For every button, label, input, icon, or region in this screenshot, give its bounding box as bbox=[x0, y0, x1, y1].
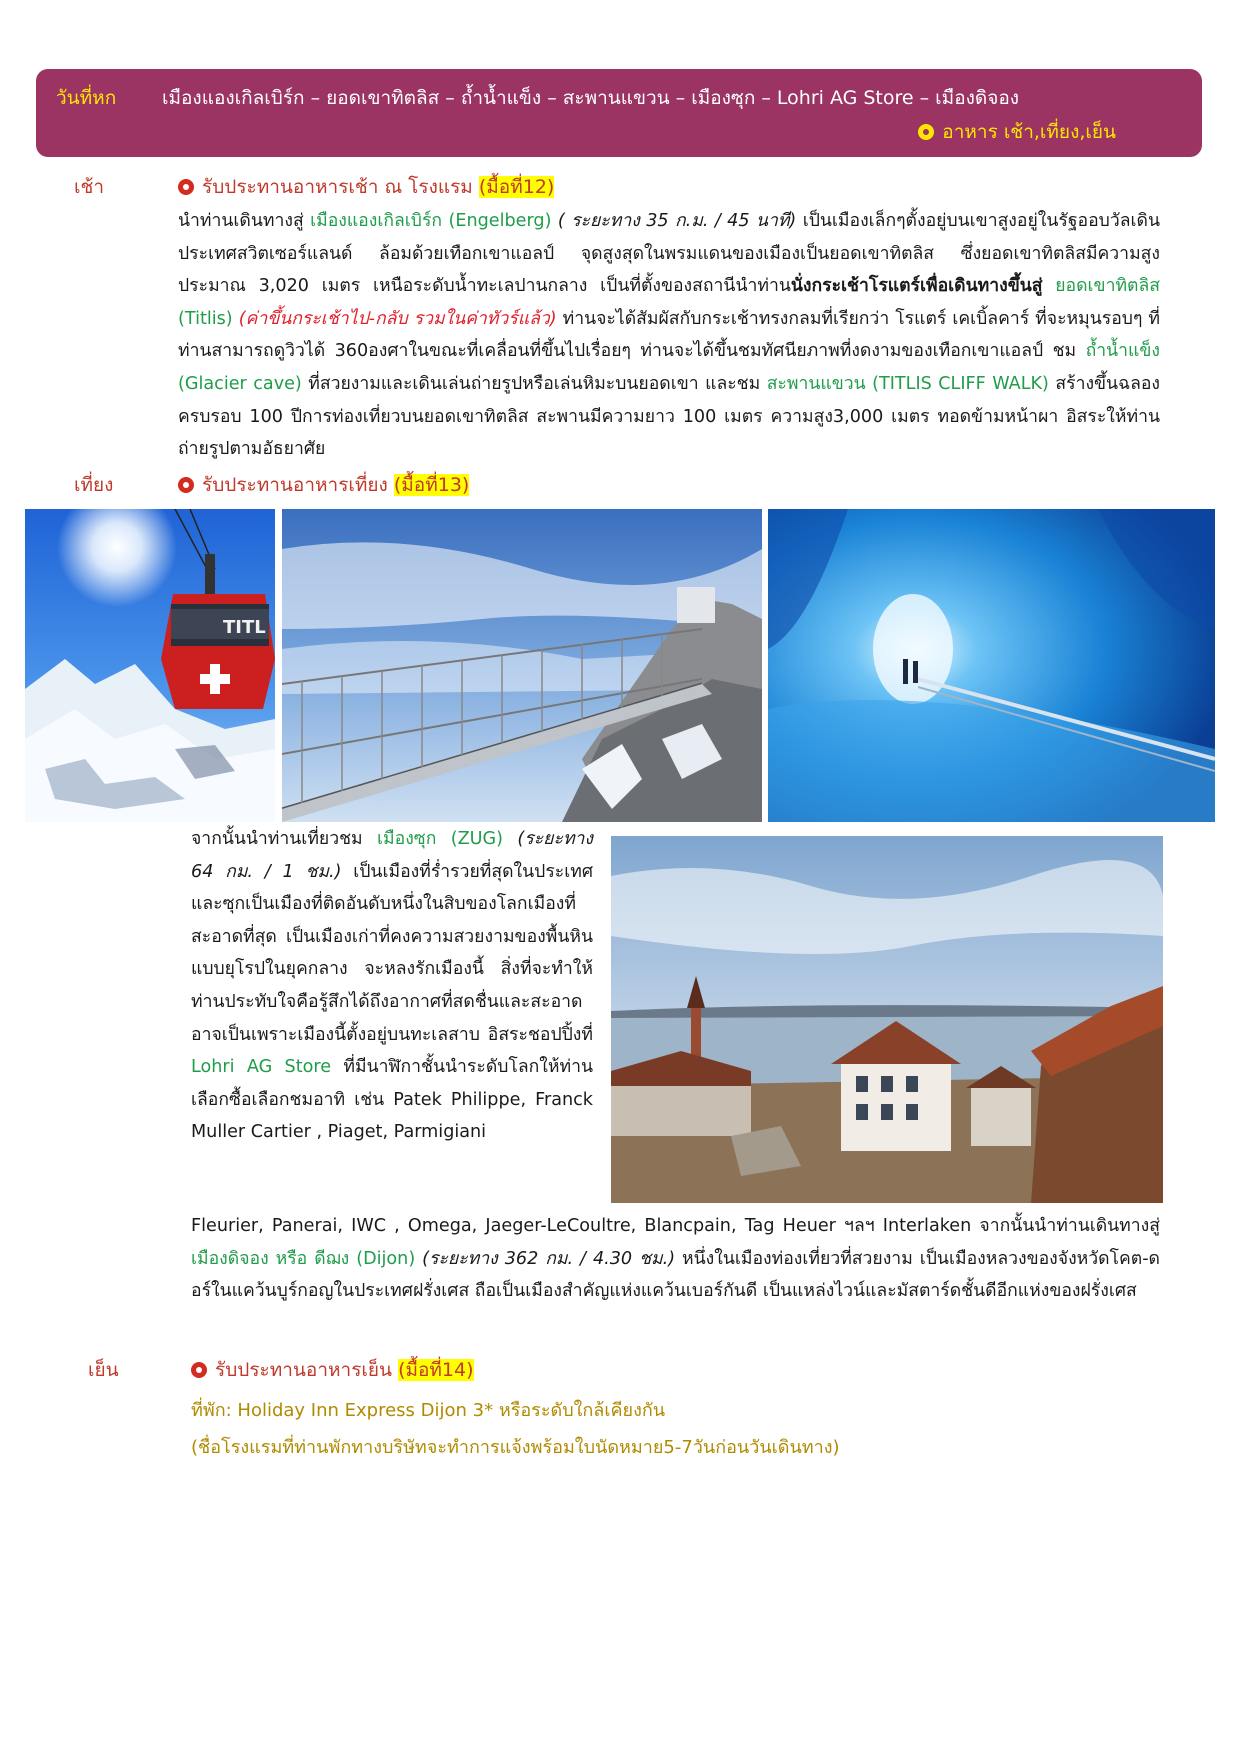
zug-paragraph bbox=[191, 823, 593, 1149]
text-run: ท่านจะได้สัมผัสกับกระเช้าทรงกลมที่เรียกว่า โรแตร์ เคเบิ้ลคาร์ ที่จะหมุนรอบๆ ที่ท่านสามารถดูวิวได้ 360องศาในขณะที่เคลื่อนที่ขึ้นไปเรื่อยๆ ท่านจะได้ขึ้นชมทัศนียภาพที่งดงามของเทือกเขาแอลป์ ชม bbox=[178, 308, 1161, 362]
text-run: จากนั้นนำท่านเที่ยวชม bbox=[191, 829, 378, 849]
place-cliff-walk: สะพานแขวน (TITLIS CLIFF WALK) bbox=[766, 373, 1049, 394]
day-label: วันที่หก bbox=[56, 87, 117, 109]
dijon-paragraph bbox=[191, 1210, 1160, 1308]
text-run: Fleurier, Panerai, IWC , Omega, Jaeger-LeCoultre, Blancpain, Tag Heuer ฯลฯ Interlaken จากนั้นนำท่านเดินทางสู่ bbox=[191, 1216, 1160, 1236]
photo-glacier-cave bbox=[768, 509, 1215, 822]
text-run: สร้างขึ้นฉลองครบรอบ 100 ปีการท่องเที่ยวบนยอดเขาทิตลิส สะพานมีความยาว 100 เมตร ความสูง3,000 เมตร ทอดข้ามหน้าผา อิสระให้ท่านถ่ายรูปตามอัธยาศัย bbox=[178, 373, 1161, 460]
day-banner bbox=[36, 69, 1202, 157]
breakfast-line bbox=[178, 172, 554, 202]
meal-number: (มื้อที่14) bbox=[398, 1359, 474, 1381]
place-lohri-store: Lohri AG Store bbox=[191, 1057, 332, 1078]
time-label-noon: เที่ยง bbox=[74, 474, 114, 496]
breakfast-text: รับประทานอาหารเช้า ณ โรงแรม bbox=[202, 176, 473, 198]
dinner-line bbox=[191, 1355, 474, 1385]
route-title: เมืองแองเกิลเบิร์ก – ยอดเขาทิตลิส – ถ้ำน้ำแข็ง – สะพานแขวน – เมืองซุก – Lohri AG Store – เมืองดิจอง bbox=[162, 87, 1020, 109]
place-titlis: ยอดเขาทิตลิส (Titlis) bbox=[178, 276, 1160, 329]
time-label-morning: เช้า bbox=[74, 176, 105, 198]
photo-cliff-walk bbox=[282, 509, 762, 822]
cablecar-text: TITL bbox=[223, 617, 266, 638]
distance-note: (ระยะทาง 64 กม. / 1 ชม.) bbox=[191, 829, 594, 882]
place-engelberg: เมืองแองเกิลเบิร์ก (Engelberg) bbox=[310, 211, 552, 231]
dish-icon bbox=[178, 179, 194, 195]
place-zug: เมืองซุก (ZUG) bbox=[377, 829, 504, 849]
lunch-line bbox=[178, 470, 469, 500]
hotel-line: ที่พัก: Holiday Inn Express Dijon 3* หรือระดับใกล้เคียงกัน bbox=[191, 1400, 666, 1421]
text-run: ที่มีนาฬิกาชั้นนำระดับโลกให้ท่านเลือกซื้อเลือกชมอาทิ เช่น Patek Philippe, Franck Muller Cartier , Piaget, Parmigiani bbox=[191, 1057, 593, 1143]
dish-icon bbox=[191, 1362, 207, 1378]
morning-paragraph bbox=[178, 205, 1160, 466]
meal-number: (มื้อที่13) bbox=[393, 474, 470, 496]
dish-icon bbox=[178, 477, 194, 493]
bold-text: นั่งกระเช้าโรแตร์เพื่อเดินทางขึ้นสู่ bbox=[790, 276, 1043, 297]
hotel-note: (ชื่อโรงแรมที่ท่านพักทางบริษัทจะทำการแจ้งพร้อมใบนัดหมาย5-7วันก่อนวันเดินทาง) bbox=[191, 1437, 840, 1458]
dinner-text: รับประทานอาหารเย็น bbox=[215, 1359, 393, 1381]
distance-note: ( ระยะทาง 35 ก.ม. / 45 นาที) bbox=[551, 211, 803, 231]
text-run: ที่สวยงามและเดินเล่นถ่ายรูปหรือเล่นหิมะบนยอดเขา และชม bbox=[301, 373, 767, 394]
place-glacier-cave: ถ้ำน้ำแข็ง (Glacier cave) bbox=[178, 341, 1160, 394]
text-run: นำท่านเดินทางสู่ bbox=[178, 211, 311, 231]
dish-icon bbox=[918, 124, 934, 140]
photo-zug-town bbox=[611, 836, 1163, 1203]
meals-summary bbox=[918, 117, 1116, 147]
distance-note: (ระยะทาง 362 กม. / 4.30 ชม.) bbox=[415, 1248, 676, 1269]
text-run: เป็นเมืองที่ร่ำรวยที่สุดในประเทศ และซุกเป็นเมืองที่ติดอันดับหนึ่งในสิบของโลกเมืองที่สะอาดที่สุด เป็นเมืองเก่าที่คงความสวยงามของพื้นหินแบบยุโรปในยุคกลาง จะหลงรักเมืองนี้ สิ่งที่จะทำให้ท่านประทับใจคือรู้สึกได้ถึงอากาศที่สดชื่นและสะอาดอาจเป็นเพราะเมืองนี้ตั้งอยู่บนทะเลสาบ อิสระชอปปิ้งที่ bbox=[191, 861, 594, 1045]
price-note: (ค่าขึ้นกระเช้าไป-กลับ รวมในค่าทัวร์แล้ว) bbox=[238, 308, 557, 329]
text-run: หนึ่งในเมืองท่องเที่ยวที่สวยงาม เป็นเมืองหลวงของจังหวัดโคต-ดอร์ในแคว้นบูร์กอญในประเทศฝรั่งเศส ถือเป็นเมืองสำคัญแห่งแคว้นเบอร์กันดี เป็นแหล่งไวน์และมัสตาร์ดชั้นดีอีกแห่งของฝรั่งเศส bbox=[191, 1248, 1160, 1302]
place-dijon: เมืองดิจอง หรือ ดีฌง (Dijon) bbox=[191, 1248, 416, 1269]
text-run: เป็นเมืองเล็กๆตั้งอยู่บนเขาสูงอยู่ในรัฐออบวัลเดิน ประเทศสวิตเซอร์แลนด์ ล้อมด้วยเทือกเขาแอลป์ จุดสูงสุดในพรมแดนของเมืองเป็นยอดเขาทิตลิส ซึ่งยอดเขาทิตลิสมีความสูงประมาณ 3,020 เมตร เหนือระดับน้ำทะเลปานกลาง เป็นที่ตั้งของสถานีนำท่าน bbox=[178, 211, 1160, 297]
meals-text: อาหาร เช้า,เที่ยง,เย็น bbox=[942, 121, 1116, 143]
lunch-text: รับประทานอาหารเที่ยง bbox=[202, 474, 388, 496]
photo-titlis-cablecar bbox=[25, 509, 275, 822]
time-label-evening: เย็น bbox=[88, 1359, 119, 1381]
meal-number: (มื้อที่12) bbox=[478, 176, 555, 198]
